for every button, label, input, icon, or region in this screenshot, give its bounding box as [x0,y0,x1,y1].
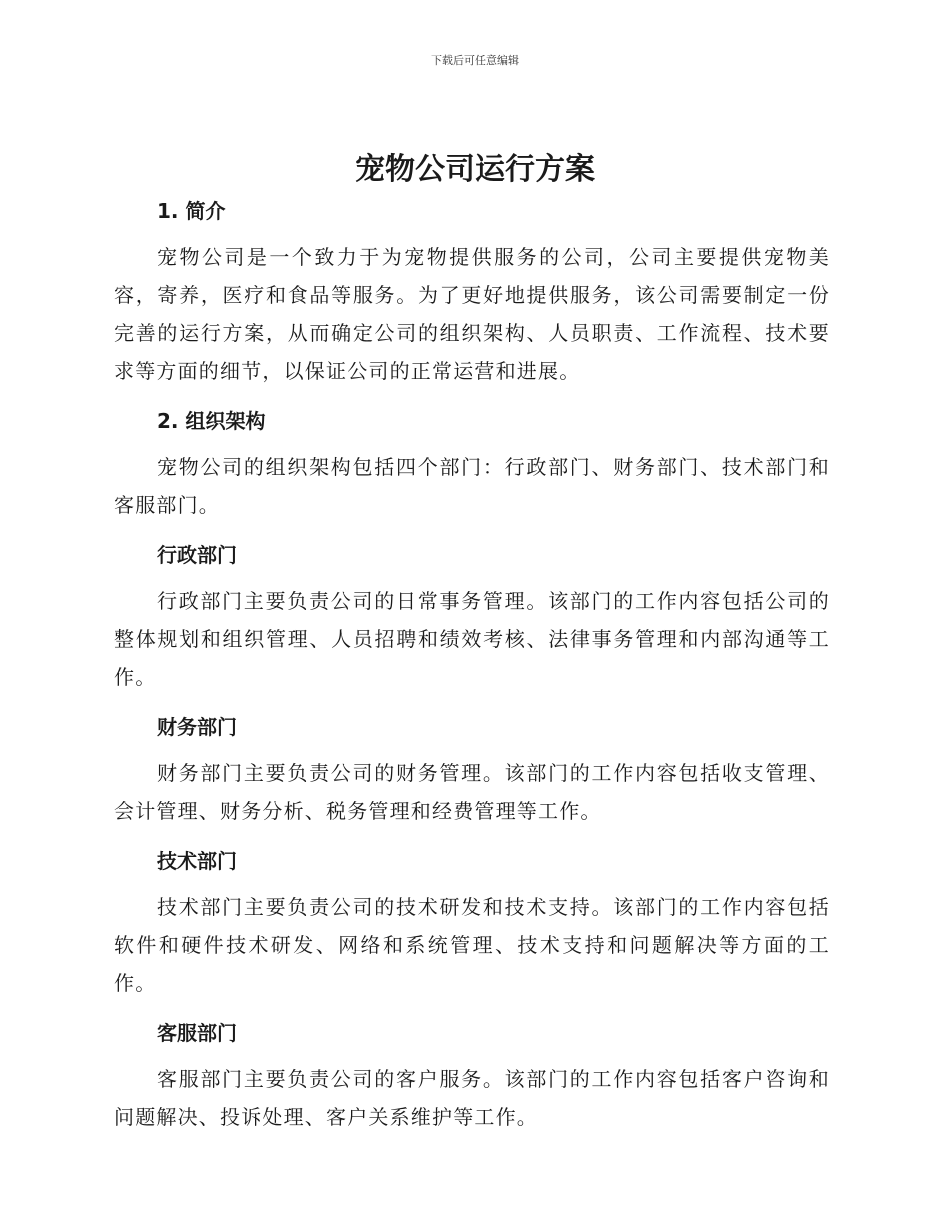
section-organization [114,406,830,524]
section-paragraph: 宠物公司是一个致力于为宠物提供服务的公司，公司主要提供宠物美容，寄养，医疗和食品等服务。为了更好地提供服务，该公司需要制定一份完善的运行方案，从而确定公司的组织架构、人员职责、工作流程、技术要求等方面的细节，以保证公司的正常运营和进展。 [114,245,830,383]
document-body [114,196,830,1136]
section-paragraph: 财务部门主要负责公司的财务管理。该部门的工作内容包括收支管理、会计管理、财务分析、税务管理和经费管理等工作。 [114,761,830,823]
section-paragraph: 行政部门主要负责公司的日常事务管理。该部门的工作内容包括公司的整体规划和组织管理、人员招聘和绩效考核、法律事务管理和内部沟通等工作。 [114,589,830,689]
section-heading: 客服部门 [157,1021,237,1045]
section-heading: 财务部门 [157,715,237,739]
section-tech-department [114,846,830,1002]
section-heading: 2. 组织架构 [157,409,266,433]
document-title: 宠物公司运行方案 [355,152,595,187]
section-finance-department [114,712,830,830]
section-admin-department [114,540,830,696]
section-paragraph: 宠物公司的组织架构包括四个部门：行政部门、财务部门、技术部门和客服部门。 [114,455,830,517]
section-heading: 1. 简介 [157,199,226,223]
section-paragraph: 技术部门主要负责公司的技术研发和技术支持。该部门的工作内容包括软件和硬件技术研发、网络和系统管理、技术支持和问题解决等方面的工作。 [114,895,830,995]
section-introduction [114,196,830,390]
page-header: 下载后可任意编辑 [431,54,519,67]
section-paragraph: 客服部门主要负责公司的客户服务。该部门的工作内容包括客户咨询和问题解决、投诉处理、客户关系维护等工作。 [114,1067,830,1129]
section-heading: 技术部门 [157,849,237,873]
section-heading: 行政部门 [157,543,237,567]
section-service-department [114,1018,830,1136]
